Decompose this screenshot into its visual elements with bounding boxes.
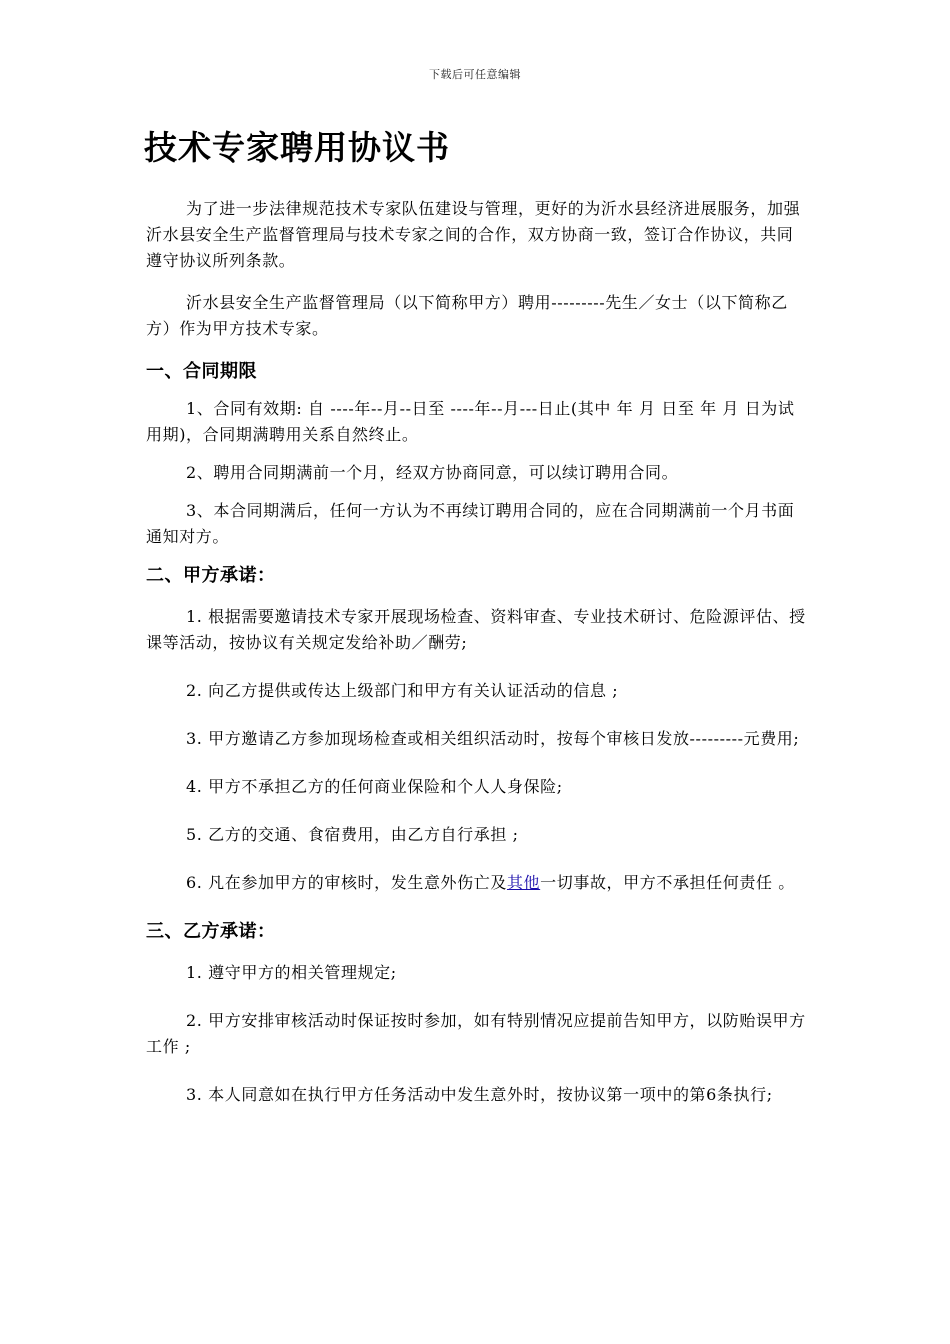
document-body bbox=[146, 196, 808, 1130]
item6-text-after: 一切事故，甲方不承担任何责任 。 bbox=[540, 873, 795, 892]
section2-item: 3. 甲方邀请乙方参加现场检查或相关组织活动时，按每个审核日发放---------元费用; bbox=[186, 729, 800, 748]
header-note: 下载后可任意编辑 bbox=[429, 68, 521, 81]
section2-item: 1. 根据需要邀请技术专家开展现场检查、资料审查、专业技术研讨、危险源评估、授课等活动，按协议有关规定发给补助／酬劳; bbox=[146, 607, 806, 652]
section1-item: 1、合同有效期: 自 ----年--月--日至 ----年--月---日止(其中 年 月 日至 年 月 日为试用期)，合同期满聘用关系自然终止。 bbox=[146, 399, 795, 444]
section2-item: 2. 向乙方提供或传达上级部门和甲方有关认证活动的信息 ; bbox=[186, 681, 619, 700]
section3-item: 3. 本人同意如在执行甲方任务活动中发生意外时，按协议第一项中的第6条执行; bbox=[186, 1085, 773, 1104]
intro-paragraph: 为了进一步法律规范技术专家队伍建设与管理，更好的为沂水县经济进展服务，加强沂水县安全生产监督管理局与技术专家之间的合作，双方协商一致，签订合作协议，共同遵守协议所列条款。 bbox=[146, 199, 801, 270]
section1-item: 3、本合同期满后，任何一方认为不再续订聘用合同的，应在合同期满前一个月书面通知对方。 bbox=[146, 501, 795, 546]
other-link[interactable]: 其他 bbox=[506, 873, 541, 892]
intro-paragraph: 沂水县安全生产监督管理局（以下简称甲方）聘用---------先生／女士（以下简称乙方）作为甲方技术专家。 bbox=[146, 293, 788, 338]
section1-item: 2、聘用合同期满前一个月，经双方协商同意，可以续订聘用合同。 bbox=[186, 463, 679, 482]
document-title: 技术专家聘用协议书 bbox=[144, 128, 450, 167]
section-heading-party-a: 二、甲方承诺： bbox=[146, 565, 276, 586]
section-heading-contract-term: 一、合同期限 bbox=[146, 361, 257, 382]
section2-item: 5. 乙方的交通、食宿费用，由乙方自行承担 ; bbox=[186, 825, 519, 844]
section2-item: 4. 甲方不承担乙方的任何商业保险和个人人身保险; bbox=[186, 777, 563, 796]
section2-item-6 bbox=[146, 870, 808, 896]
item6-text-before: 6. 凡在参加甲方的审核时，发生意外伤亡及 bbox=[186, 873, 507, 892]
section3-item: 1. 遵守甲方的相关管理规定; bbox=[186, 963, 397, 982]
section3-item: 2. 甲方安排审核活动时保证按时参加，如有特别情况应提前告知甲方，以防贻误甲方工作 ; bbox=[146, 1011, 806, 1056]
section-heading-party-b: 三、乙方承诺： bbox=[146, 921, 276, 942]
